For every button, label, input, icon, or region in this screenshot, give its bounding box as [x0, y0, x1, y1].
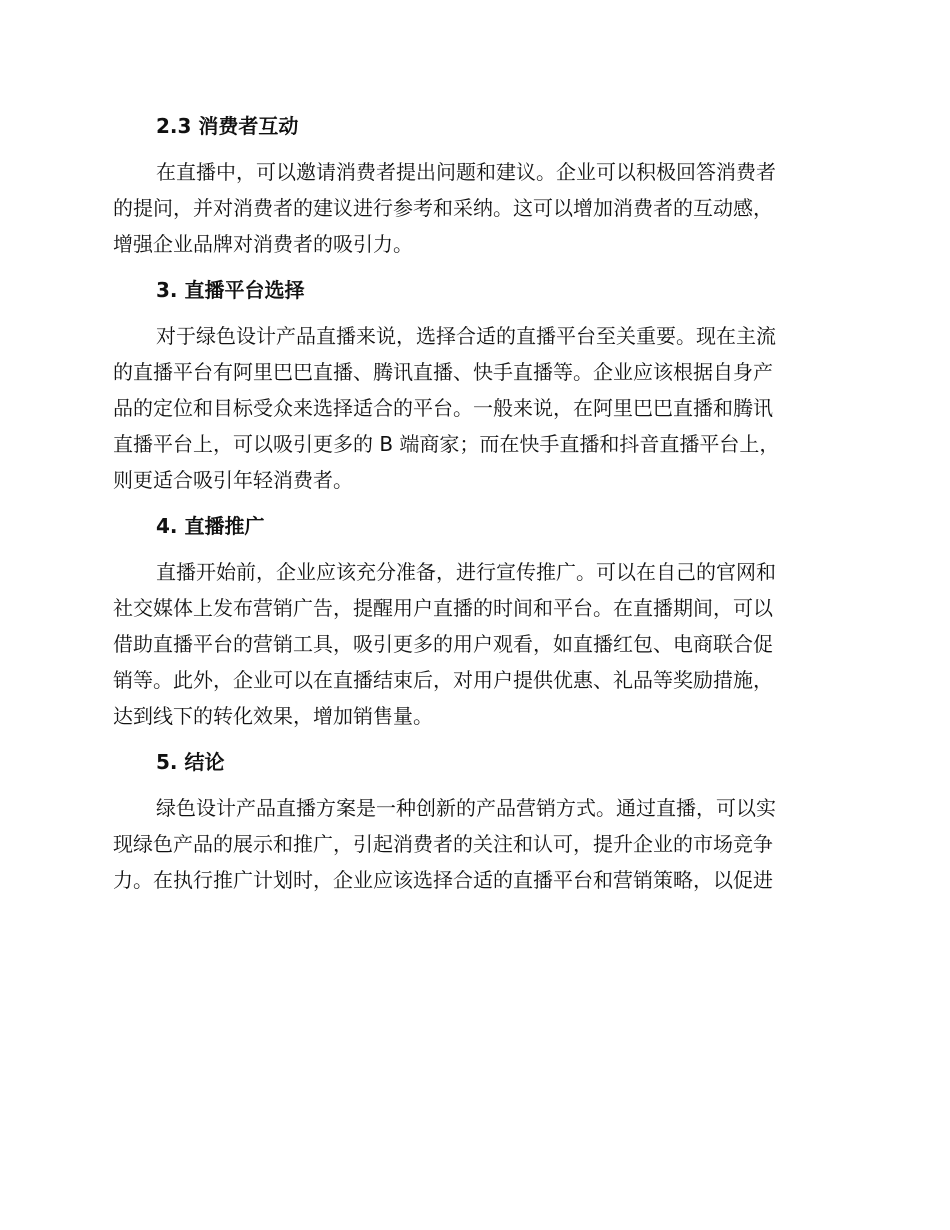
paragraph-line: 在直播中，可以邀请消费者提出问题和建议。企业可以积极回答消费者 [156, 160, 776, 184]
section-conclusion [113, 744, 833, 898]
paragraph-line: 绿色设计产品直播方案是一种创新的产品营销方式。通过直播，可以实 [156, 796, 776, 820]
paragraph-line: 社交媒体上发布营销广告，提醒用户直播的时间和平台。在直播期间，可以 [113, 596, 773, 620]
paragraph-line: 直播开始前，企业应该充分准备，进行宣传推广。可以在自己的官网和 [156, 560, 776, 584]
paragraph-line: 达到线下的转化效果，增加销售量。 [113, 704, 433, 728]
section-consumer-interaction [113, 108, 833, 262]
paragraph-line: 直播平台上，可以吸引更多的 B 端商家；而在快手直播和抖音直播平台上， [113, 432, 780, 456]
paragraph-line: 对于绿色设计产品直播来说，选择合适的直播平台至关重要。现在主流 [156, 324, 776, 348]
paragraph-line: 品的定位和目标受众来选择适合的平台。一般来说，在阿里巴巴直播和腾讯 [113, 396, 773, 420]
paragraph-line: 的直播平台有阿里巴巴直播、腾讯直播、快手直播等。企业应该根据自身产 [113, 360, 773, 384]
document-page [113, 108, 833, 908]
paragraph-line: 则更适合吸引年轻消费者。 [113, 468, 353, 492]
paragraph-line: 销等。此外，企业可以在直播结束后，对用户提供优惠、礼品等奖励措施， [113, 668, 773, 692]
paragraph-line: 增强企业品牌对消费者的吸引力。 [113, 232, 413, 256]
section-paragraph [113, 318, 833, 498]
section-paragraph [113, 554, 833, 734]
paragraph-line: 现绿色产品的展示和推广，引起消费者的关注和认可，提升企业的市场竞争 [113, 832, 773, 856]
section-platform-selection [113, 272, 833, 498]
section-live-promotion [113, 508, 833, 734]
section-heading: 3. 直播平台选择 [156, 278, 305, 302]
section-heading: 4. 直播推广 [156, 514, 265, 538]
paragraph-line: 的提问，并对消费者的建议进行参考和采纳。这可以增加消费者的互动感， [113, 196, 773, 220]
paragraph-line: 借助直播平台的营销工具，吸引更多的用户观看，如直播红包、电商联合促 [113, 632, 773, 656]
section-paragraph [113, 790, 833, 898]
section-paragraph [113, 154, 833, 262]
paragraph-line: 力。在执行推广计划时，企业应该选择合适的直播平台和营销策略，以促进 [113, 868, 773, 892]
section-heading: 5. 结论 [156, 750, 225, 774]
section-heading: 2.3 消费者互动 [156, 114, 299, 138]
